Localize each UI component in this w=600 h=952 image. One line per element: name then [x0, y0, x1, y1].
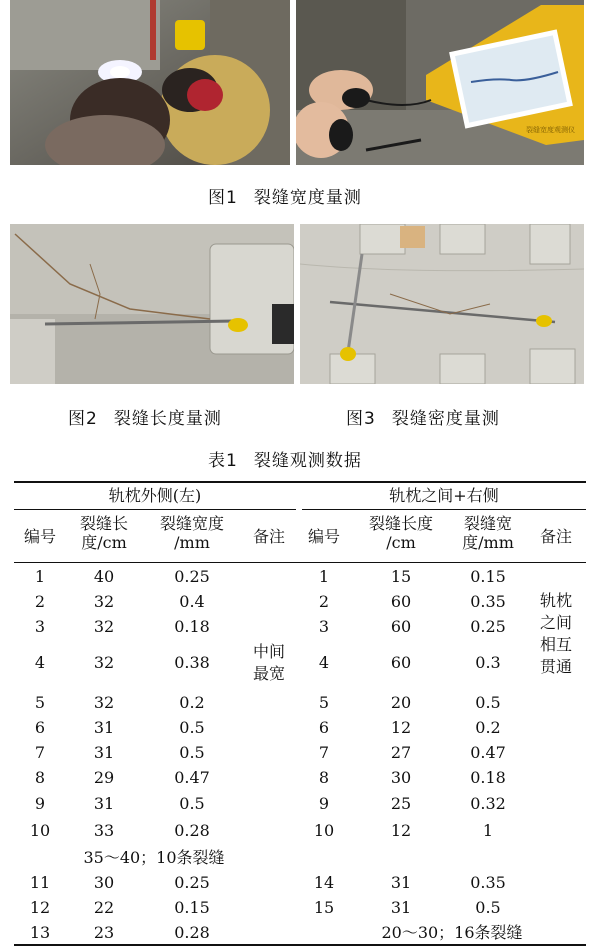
left-cell-width: 0.47	[174, 768, 210, 787]
right-note-line: 之间	[539, 613, 572, 632]
right-note-line: 贯通	[539, 657, 572, 676]
right-cell-id: 9	[318, 794, 330, 813]
right-cell-length: 60	[390, 653, 412, 672]
right-cell-length: 15	[390, 567, 412, 586]
right-cell-id: 6	[318, 718, 330, 737]
left-cell-id: 9	[34, 794, 46, 813]
right-cell-length: 60	[390, 592, 412, 611]
right-cell-id: 10	[313, 821, 335, 840]
right-cell-id: 2	[318, 592, 330, 611]
left-cell-id: 8	[34, 768, 46, 787]
right-cell-width: 0.47	[470, 743, 506, 762]
figure2-num: 图2	[68, 409, 98, 429]
figure3-text: 裂缝密度量测	[391, 409, 500, 429]
right-cell-length: 12	[390, 718, 412, 737]
figure2-photo	[10, 224, 294, 384]
table-title-text: 裂缝观测数据	[253, 451, 362, 471]
left-cell-length: 40	[93, 567, 115, 586]
left-cell-width: 0.4	[179, 592, 205, 611]
right-cell-width: 0.15	[470, 567, 506, 586]
table-num: 表1	[208, 451, 238, 471]
right-cell-width: 0.35	[470, 873, 506, 892]
figure3-photo	[300, 224, 584, 384]
right-cell-width: 0.3	[475, 653, 501, 672]
right-cell-id: 7	[318, 743, 330, 762]
right-cell-length: 30	[390, 768, 412, 787]
col-header-r-note: 备注	[539, 527, 572, 546]
right-cell-width: 0.32	[470, 794, 506, 813]
left-cell-length: 31	[93, 743, 115, 762]
left-cell-id: 7	[34, 743, 46, 762]
table-rule-group-right	[302, 509, 586, 510]
left-cell-width: 0.15	[174, 898, 210, 917]
right-cell-length: 31	[390, 898, 412, 917]
table-rule-header	[14, 562, 586, 563]
right-note	[526, 590, 586, 678]
left-cell-id: 3	[34, 617, 46, 636]
left-cell-id: 12	[29, 898, 51, 917]
right-cell-width: 0.25	[470, 617, 506, 636]
col-header-id: 编号	[23, 527, 56, 546]
right-cell-length: 60	[390, 617, 412, 636]
left-cell-length: 32	[93, 617, 115, 636]
figure1-caption	[208, 183, 362, 208]
table-title	[208, 446, 362, 471]
left-note-line1: 中间	[252, 642, 285, 661]
col-header-r-width-line1: 裂缝宽	[463, 514, 512, 533]
right-note-line: 相互	[539, 635, 572, 654]
right-cell-width: 1	[482, 821, 494, 840]
left-cell-id: 2	[34, 592, 46, 611]
left-cell-width: 0.25	[174, 567, 210, 586]
right-cell-id: 3	[318, 617, 330, 636]
col-header-r-width	[450, 514, 526, 552]
figure1-photo-right	[296, 0, 584, 165]
left-cell-id: 10	[29, 821, 51, 840]
left-cell-length: 33	[93, 821, 115, 840]
col-header-width	[142, 514, 242, 552]
left-cell-width: 0.2	[179, 693, 205, 712]
right-cell-width: 0.2	[475, 718, 501, 737]
left-cell-width: 0.18	[174, 617, 210, 636]
figure1-text: 裂缝宽度量测	[253, 188, 362, 208]
left-cell-id: 4	[34, 653, 46, 672]
left-summary: 35～40；10条裂缝	[83, 848, 225, 867]
right-cell-length: 31	[390, 873, 412, 892]
right-cell-length: 27	[390, 743, 412, 762]
left-note-line2: 最宽	[252, 664, 285, 683]
table-rule-top	[14, 481, 586, 483]
col-header-r-id: 编号	[307, 527, 340, 546]
left-cell-length: 32	[93, 592, 115, 611]
figure3-caption	[346, 404, 500, 429]
right-cell-length: 12	[390, 821, 412, 840]
col-header-r-length-line1: 裂缝长度	[368, 514, 433, 533]
figure2-caption	[68, 404, 222, 429]
right-cell-length: 25	[390, 794, 412, 813]
left-cell-width: 0.38	[174, 653, 210, 672]
left-cell-id: 11	[29, 873, 51, 892]
left-cell-width: 0.28	[174, 821, 210, 840]
col-header-length	[66, 514, 142, 552]
right-cell-id: 5	[318, 693, 330, 712]
col-header-r-length-line2: /cm	[386, 533, 416, 552]
figure1-photo-left	[10, 0, 290, 165]
right-cell-length: 20	[390, 693, 412, 712]
right-summary: 20～30；16条裂缝	[381, 923, 523, 942]
figure1-num: 图1	[208, 188, 238, 208]
right-cell-id: 8	[318, 768, 330, 787]
left-cell-length: 22	[93, 898, 115, 917]
left-cell-width: 0.5	[179, 794, 205, 813]
col-header-note: 备注	[252, 527, 285, 546]
figure2-text: 裂缝长度量测	[113, 409, 222, 429]
left-note	[242, 641, 296, 685]
left-cell-length: 29	[93, 768, 115, 787]
figure3-num: 图3	[346, 409, 376, 429]
group-header-left: 轨枕外侧(左)	[108, 486, 202, 505]
left-cell-length: 30	[93, 873, 115, 892]
right-cell-id: 4	[318, 653, 330, 672]
left-cell-length: 31	[93, 794, 115, 813]
left-cell-id: 5	[34, 693, 46, 712]
left-cell-length: 31	[93, 718, 115, 737]
left-cell-id: 1	[34, 567, 46, 586]
right-cell-width: 0.35	[470, 592, 506, 611]
group-header-right: 轨枕之间+右侧	[389, 486, 499, 505]
right-note-line: 轨枕	[539, 591, 572, 610]
col-header-width-line2: /mm	[174, 533, 210, 552]
left-cell-id: 6	[34, 718, 46, 737]
left-cell-length: 32	[93, 693, 115, 712]
col-header-r-length	[352, 514, 450, 552]
right-cell-id: 15	[313, 898, 335, 917]
left-cell-id: 13	[29, 923, 51, 942]
left-cell-length: 23	[93, 923, 115, 942]
left-cell-width: 0.28	[174, 923, 210, 942]
right-cell-id: 1	[318, 567, 330, 586]
col-header-length-line1: 裂缝长	[79, 514, 128, 533]
left-cell-width: 0.5	[179, 743, 205, 762]
instrument-label: 裂缝宽度观测仪	[526, 126, 575, 134]
right-cell-width: 0.5	[475, 693, 501, 712]
table-rule-group-left	[14, 509, 296, 510]
table-rule-bottom	[14, 944, 586, 946]
left-cell-length: 32	[93, 653, 115, 672]
col-header-width-line1: 裂缝宽度	[159, 514, 224, 533]
left-cell-width: 0.5	[179, 718, 205, 737]
right-cell-width: 0.18	[470, 768, 506, 787]
left-cell-width: 0.25	[174, 873, 210, 892]
col-header-r-width-line2: 度/mm	[462, 533, 514, 552]
right-cell-width: 0.5	[475, 898, 501, 917]
right-cell-id: 14	[313, 873, 335, 892]
col-header-length-line2: 度/cm	[81, 533, 127, 552]
